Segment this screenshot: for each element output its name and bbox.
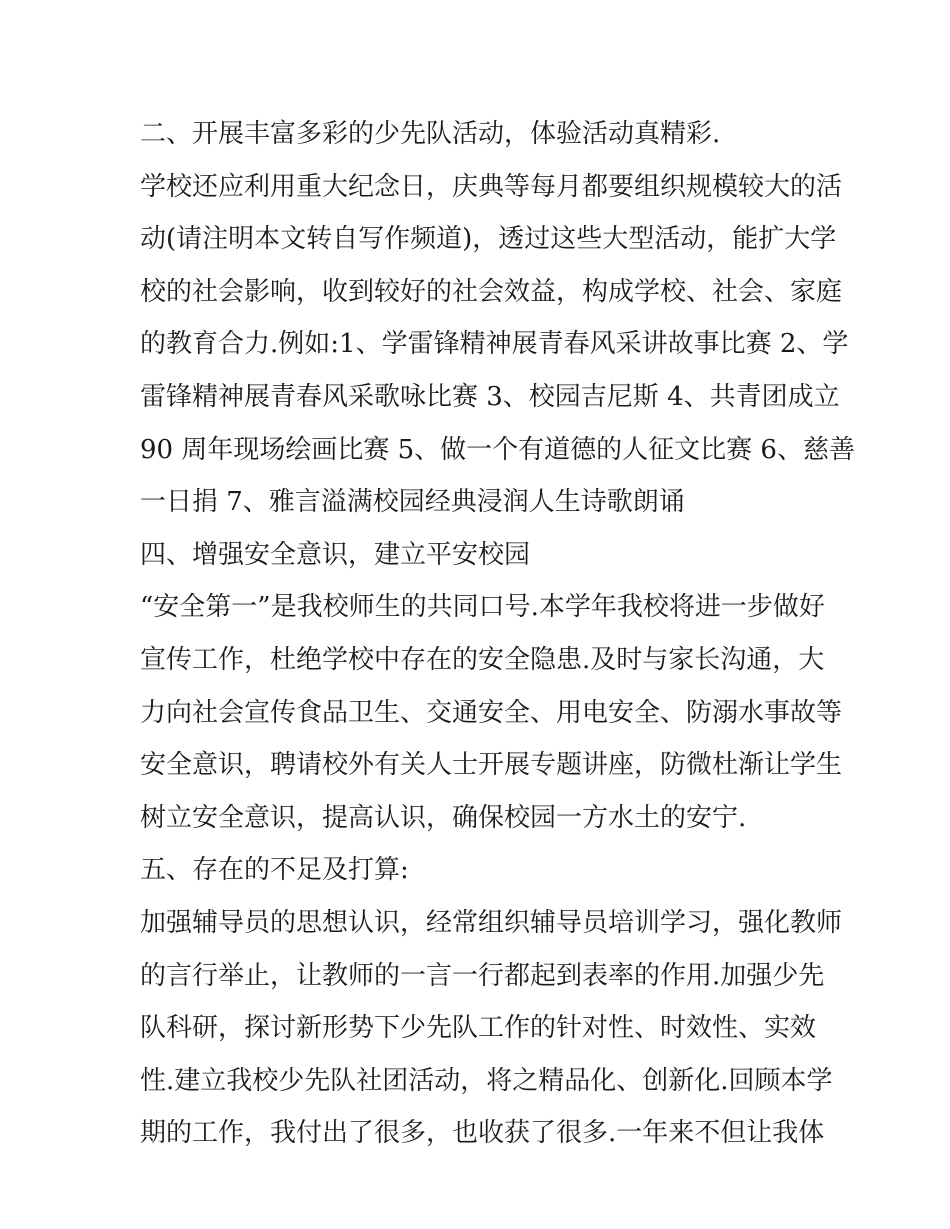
paragraph-line: 校的社会影响，收到较好的社会效益，构成学校、社会、家庭 bbox=[140, 276, 843, 307]
heading-shortcomings: 五、存在的不足及打算: bbox=[140, 855, 409, 886]
paragraph-line: 的言行举止，让教师的一言一行都起到表率的作用.加强少先 bbox=[140, 960, 825, 991]
paragraph-line: 动(请注明本文转自写作频道)，透过这些大型活动，能扩大学 bbox=[140, 224, 837, 255]
paragraph-line: 雷锋精神展青春风采歌咏比赛 3、校园吉尼斯 4、共青团成立 bbox=[140, 381, 840, 412]
paragraph-line: 的教育合力.例如:1、学雷锋精神展青春风采讲故事比赛 2、学 bbox=[140, 329, 849, 360]
paragraph-line: 加强辅导员的思想认识，经常组织辅导员培训学习，强化教师 bbox=[140, 907, 843, 938]
heading-activities: 二、开展丰富多彩的少先队活动，体验活动真精彩. bbox=[140, 119, 721, 149]
paragraph-line: 学校还应利用重大纪念日，庆典等每月都要组织规模较大的活 bbox=[140, 171, 843, 202]
paragraph-line: 90 周年现场绘画比赛 5、做一个有道德的人征文比赛 6、慈善 bbox=[140, 434, 855, 465]
heading-safety: 四、增强安全意识，建立平安校园 bbox=[140, 539, 531, 570]
document-body bbox=[140, 108, 855, 1160]
paragraph-line: 队科研，探讨新形势下少先队工作的针对性、时效性、实效 bbox=[140, 1013, 817, 1044]
paragraph-line: 力向社会宣传食品卫生、交通安全、用电安全、防溺水事故等 bbox=[140, 697, 843, 728]
paragraph-line: 性.建立我校少先队社团活动，将之精品化、创新化.回顾本学 bbox=[140, 1065, 833, 1096]
paragraph-line: 树立安全意识，提高认识，确保校园一方水土的安宁. bbox=[140, 802, 747, 833]
paragraph-line: 宣传工作，杜绝学校中存在的安全隐患.及时与家长沟通，大 bbox=[140, 644, 825, 675]
paragraph-line: 期的工作，我付出了很多，也收获了很多.一年来不但让我体 bbox=[140, 1118, 825, 1149]
paragraph-line: 一日捐 7、雅言溢满校园经典浸润人生诗歌朗诵 bbox=[140, 487, 685, 518]
paragraph-line: 安全意识，聘请校外有关人士开展专题讲座，防微杜渐让学生 bbox=[140, 750, 843, 781]
paragraph-line: “安全第一”是我校师生的共同口号.本学年我校将进一步做好 bbox=[140, 592, 825, 623]
